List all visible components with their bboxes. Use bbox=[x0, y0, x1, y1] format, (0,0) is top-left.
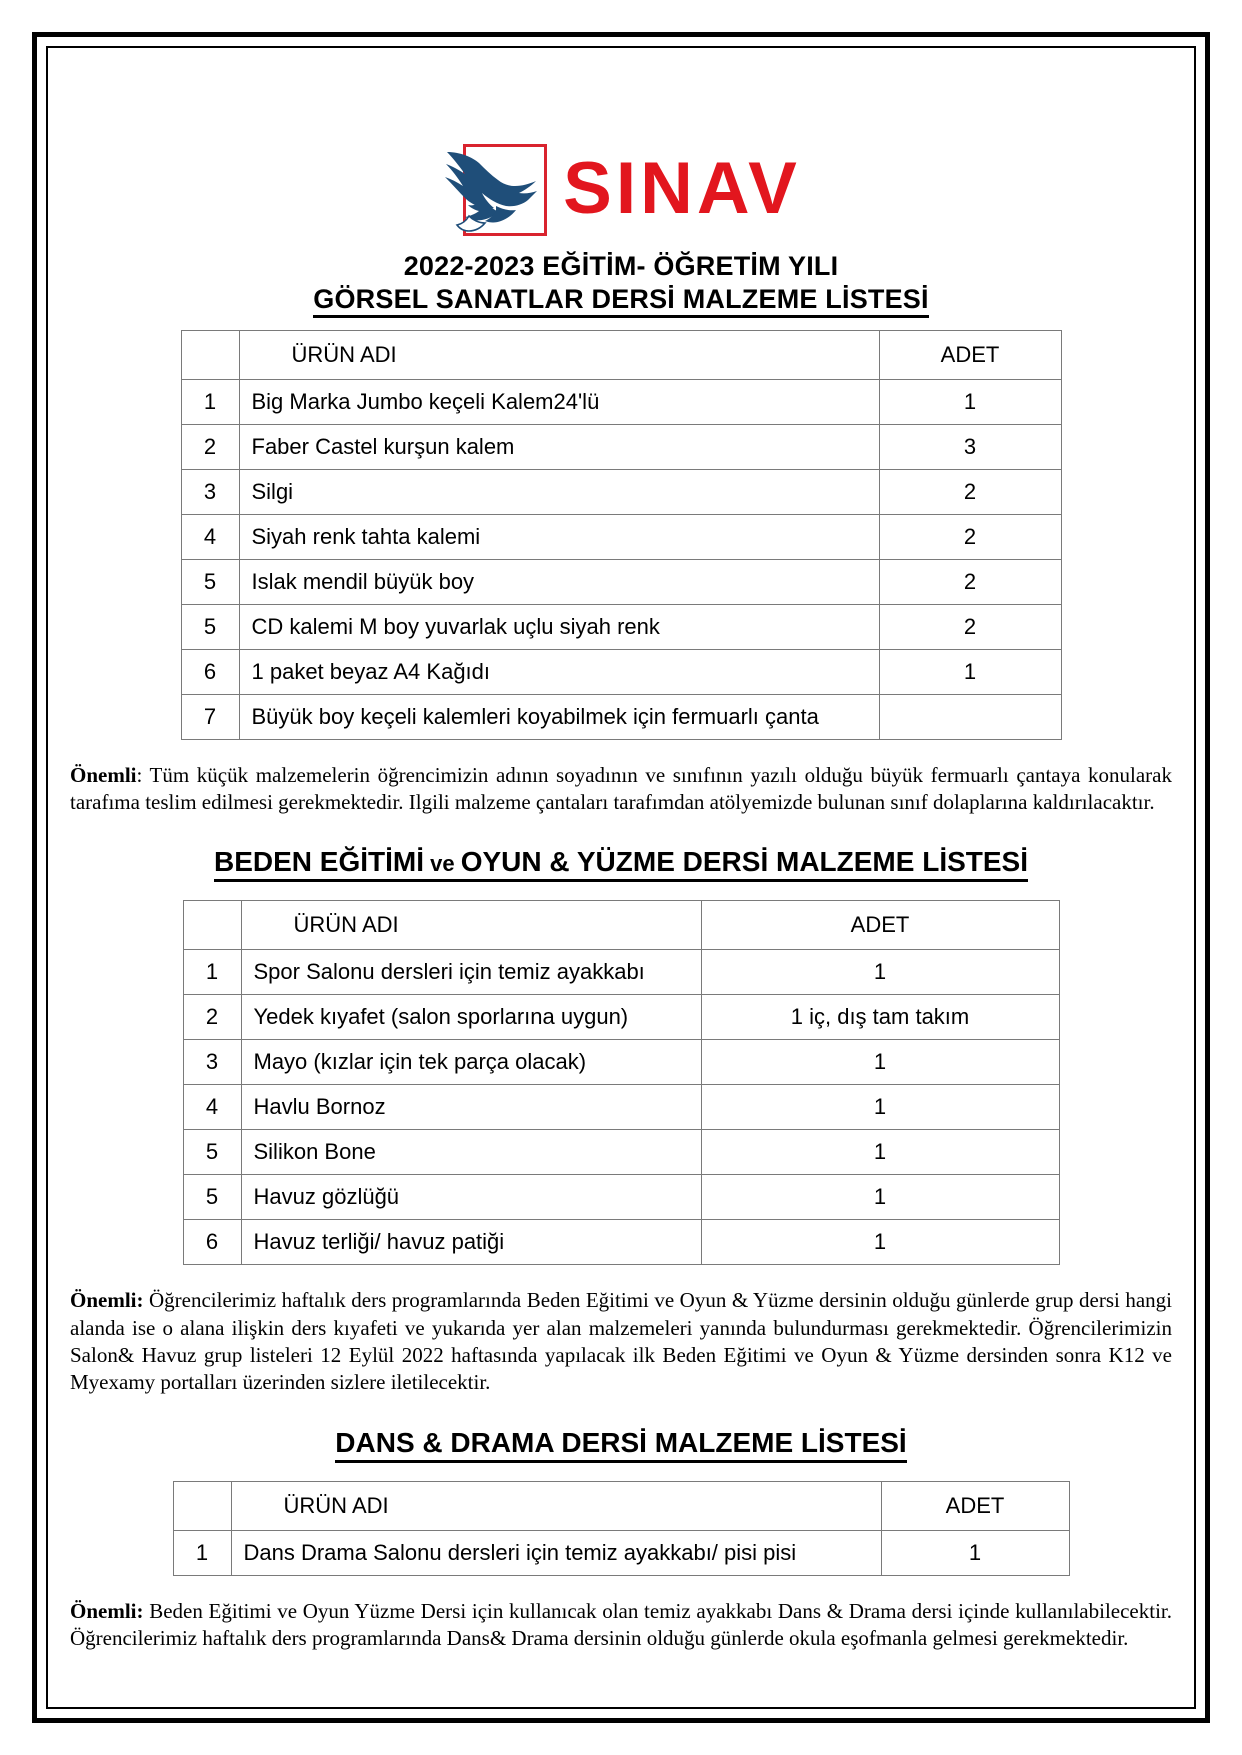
row-quantity: 1 bbox=[881, 1530, 1069, 1575]
table-row bbox=[183, 1085, 1059, 1130]
row-product-name: Yedek kıyafet (salon sporlarına uygun) bbox=[241, 995, 701, 1040]
note-dans-drama bbox=[70, 1598, 1172, 1653]
note-text: Öğrencilerimiz haftalık ders programlarında Beden Eğitimi ve Oyun & Yüzme dersinin olduğu günlerde grup dersi hangi alanda ise o alana ilişkin ders kıyafeti ve yukarıda yer alan malzemeleri yanında bulundurması gerekmektedir. Öğrencilerimizin Salon& Havuz grup listeleri 12 Eylül 2022 haftasında yapılacak ilk Beden Eğitimi ve Oyun & Yüzme dersinden sonra K12 ve Myexamy portalları üzerinden sizlere iletilecektir. bbox=[70, 1288, 1172, 1395]
header-blank-cell bbox=[181, 330, 239, 379]
logo-mark bbox=[441, 138, 549, 244]
table-row bbox=[183, 1130, 1059, 1175]
row-quantity: 2 bbox=[879, 559, 1061, 604]
row-product-name: Silgi bbox=[239, 469, 879, 514]
row-number: 4 bbox=[181, 514, 239, 559]
page-title-line2 bbox=[70, 283, 1172, 316]
row-number: 3 bbox=[183, 1040, 241, 1085]
row-number: 5 bbox=[183, 1175, 241, 1220]
row-product-name: Dans Drama Salonu dersleri için temiz ayakkabı/ pisi pisi bbox=[231, 1530, 881, 1575]
row-product-name: Big Marka Jumbo keçeli Kalem24'lü bbox=[239, 379, 879, 424]
table-row bbox=[183, 1175, 1059, 1220]
page-title-line2-text: GÖRSEL SANATLAR DERSİ MALZEME LİSTESİ bbox=[313, 284, 928, 318]
row-product-name: Spor Salonu dersleri için temiz ayakkabı bbox=[241, 950, 701, 995]
header-urun-adi: ÜRÜN ADI bbox=[231, 1481, 881, 1530]
section-title-conjunction: ve bbox=[424, 851, 461, 877]
table-row bbox=[181, 469, 1061, 514]
row-product-name: Havuz terliği/ havuz patiği bbox=[241, 1220, 701, 1265]
table-row bbox=[181, 559, 1061, 604]
row-quantity: 1 bbox=[879, 379, 1061, 424]
row-quantity: 1 bbox=[701, 1040, 1059, 1085]
brand-logo bbox=[70, 68, 1172, 250]
row-number: 5 bbox=[181, 559, 239, 604]
logo-wordmark: SINAV bbox=[563, 147, 801, 229]
table-dans-drama bbox=[173, 1481, 1070, 1576]
section-title-beden-egitimi bbox=[70, 846, 1172, 878]
row-quantity: 3 bbox=[879, 424, 1061, 469]
section-title-text: DANS & DRAMA DERSİ MALZEME LİSTESİ bbox=[335, 1427, 906, 1463]
page-title-line1: 2022-2023 EĞİTİM- ÖĞRETİM YILI bbox=[403, 251, 839, 281]
header-adet: ADET bbox=[879, 330, 1061, 379]
note-text: Beden Eğitimi ve Oyun Yüzme Dersi için kullanıcak olan temiz ayakkabı Dans & Drama dersi içinde kullanılabilecektir. Öğrencilerimiz haftalık ders programlarında Dans& Drama dersinin olduğu günlerde okula eşofmanla gelmesi gerekmektedir. bbox=[70, 1598, 1172, 1650]
table-row bbox=[183, 950, 1059, 995]
note-label: Önemli: bbox=[70, 1598, 144, 1623]
table-row bbox=[173, 1530, 1069, 1575]
row-product-name: Havuz gözlüğü bbox=[241, 1175, 701, 1220]
row-product-name: Mayo (kızlar için tek parça olacak) bbox=[241, 1040, 701, 1085]
row-number: 6 bbox=[181, 649, 239, 694]
row-number: 1 bbox=[181, 379, 239, 424]
row-number: 6 bbox=[183, 1220, 241, 1265]
table-header-row bbox=[183, 901, 1059, 950]
table-row bbox=[181, 694, 1061, 739]
row-product-name: Havlu Bornoz bbox=[241, 1085, 701, 1130]
header-urun-adi: ÜRÜN ADI bbox=[239, 330, 879, 379]
section-title-part2: OYUN & YÜZME DERSİ MALZEME LİSTESİ bbox=[460, 846, 1029, 878]
row-quantity: 2 bbox=[879, 469, 1061, 514]
row-quantity: 1 iç, dış tam takım bbox=[701, 995, 1059, 1040]
note-text: : Tüm küçük malzemelerin öğrencimizin adının soyadının ve sınıfının yazılı olduğu büyük fermuarlı çantaya konularak tarafıma teslim edilmesi gerekmektedir. Ilgili malzeme çantaları tarafımdan atölyemizde bulunan sınıf dolaplarına kaldırılacaktır. bbox=[70, 762, 1172, 815]
row-quantity bbox=[879, 694, 1061, 739]
table-row bbox=[181, 514, 1061, 559]
row-number: 2 bbox=[183, 995, 241, 1040]
header-blank-cell bbox=[173, 1481, 231, 1530]
row-quantity: 1 bbox=[701, 1130, 1059, 1175]
table-row bbox=[183, 1040, 1059, 1085]
table-beden-egitimi bbox=[183, 900, 1060, 1265]
table-header-row bbox=[173, 1481, 1069, 1530]
row-number: 1 bbox=[173, 1530, 231, 1575]
row-quantity: 1 bbox=[701, 1085, 1059, 1130]
row-product-name: Siyah renk tahta kalemi bbox=[239, 514, 879, 559]
row-quantity: 1 bbox=[701, 1175, 1059, 1220]
note-beden-egitimi bbox=[70, 1287, 1172, 1396]
row-number: 5 bbox=[183, 1130, 241, 1175]
table-header-row bbox=[181, 330, 1061, 379]
row-quantity: 1 bbox=[701, 950, 1059, 995]
row-number: 2 bbox=[181, 424, 239, 469]
table-row bbox=[181, 424, 1061, 469]
table-row bbox=[181, 379, 1061, 424]
section-title-text bbox=[214, 846, 1028, 882]
row-quantity: 2 bbox=[879, 604, 1061, 649]
row-product-name: 1 paket beyaz A4 Kağıdı bbox=[239, 649, 879, 694]
header-urun-adi: ÜRÜN ADI bbox=[241, 901, 701, 950]
row-number: 7 bbox=[181, 694, 239, 739]
header-adet: ADET bbox=[881, 1481, 1069, 1530]
header-blank-cell bbox=[183, 901, 241, 950]
document-content bbox=[70, 68, 1172, 1695]
row-quantity: 1 bbox=[701, 1220, 1059, 1265]
table-row bbox=[183, 995, 1059, 1040]
row-product-name: Büyük boy keçeli kalemleri koyabilmek için fermuarlı çanta bbox=[239, 694, 879, 739]
table-gorsel-sanatlar bbox=[181, 330, 1062, 740]
section-title-dans-drama bbox=[70, 1427, 1172, 1459]
row-product-name: CD kalemi M boy yuvarlak uçlu siyah renk bbox=[239, 604, 879, 649]
note-label: Önemli: bbox=[70, 1288, 144, 1313]
section-title-part1: BEDEN EĞİTİMİ bbox=[213, 846, 424, 878]
note-gorsel-sanatlar bbox=[70, 762, 1172, 817]
row-number: 1 bbox=[183, 950, 241, 995]
row-product-name: Silikon Bone bbox=[241, 1130, 701, 1175]
table-row bbox=[183, 1220, 1059, 1265]
header-adet: ADET bbox=[701, 901, 1059, 950]
row-product-name: Faber Castel kurşun kalem bbox=[239, 424, 879, 469]
row-number: 4 bbox=[183, 1085, 241, 1130]
row-quantity: 1 bbox=[879, 649, 1061, 694]
table-row bbox=[181, 604, 1061, 649]
note-label: Önemli bbox=[70, 762, 137, 787]
eagle-icon bbox=[439, 146, 551, 242]
row-number: 3 bbox=[181, 469, 239, 514]
row-quantity: 2 bbox=[879, 514, 1061, 559]
table-row bbox=[181, 649, 1061, 694]
row-product-name: Islak mendil büyük boy bbox=[239, 559, 879, 604]
row-number: 5 bbox=[181, 604, 239, 649]
